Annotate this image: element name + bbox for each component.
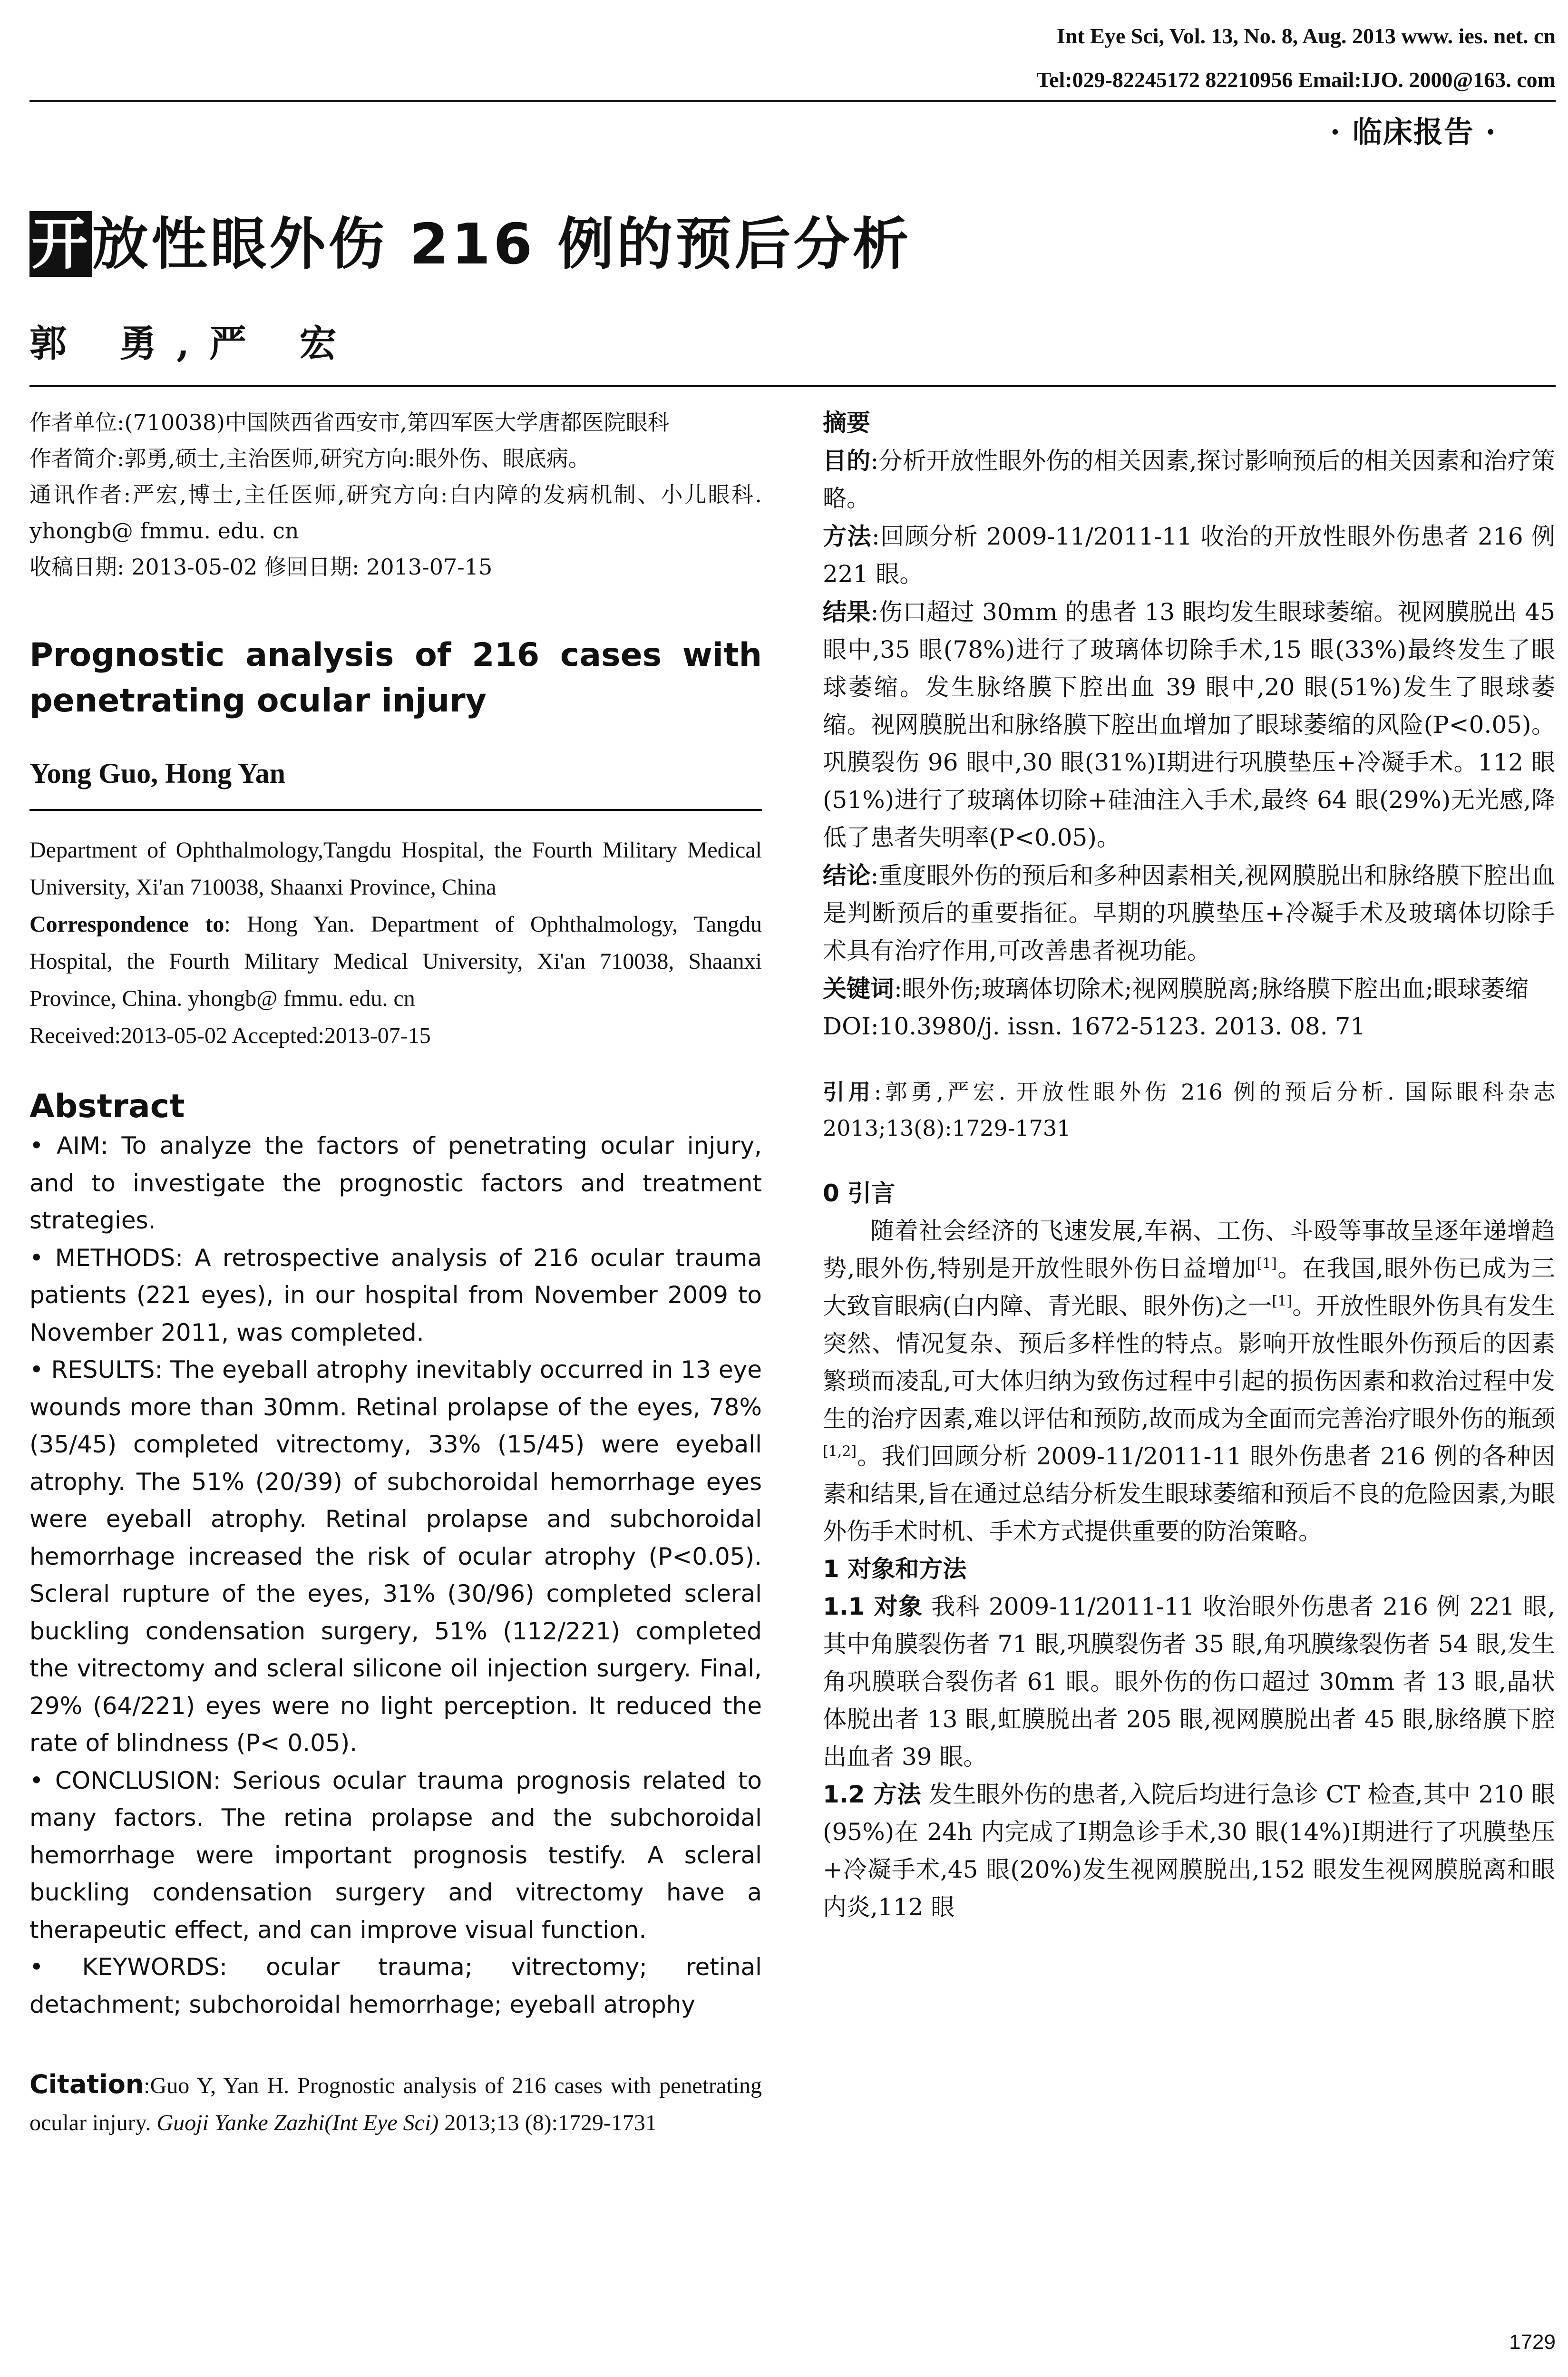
page-number: 1729 bbox=[1509, 2330, 1556, 2354]
header-rule bbox=[29, 100, 1556, 102]
en-received: Received:2013-05-02 Accepted:2013-07-15 bbox=[29, 1023, 431, 1048]
abstract-conclusion: • CONCLUSION: Serious ocular trauma prognosis related to many factors. The retina prolapse and the subchoroidal hemorrhage were important prognosis testify. A scleral buckling condensation surgery and vitrectomy have a therapeutic effect, and can improve visual function. bbox=[29, 1766, 762, 1944]
journal-header-line1: Int Eye Sci, Vol. 13, No. 8, Aug. 2013 www. ies. net. cn bbox=[1056, 24, 1556, 48]
abstract-cn-methods-text: :回顾分析 2009-11/2011-11 收治的开放性眼外伤患者 216 例 221 眼。 bbox=[823, 523, 1555, 588]
abstract-methods: • METHODS: A retrospective analysis of 216 ocular trauma patients (221 eyes), in our hospital from November 2009 to November 2011, was completed. bbox=[29, 1244, 762, 1346]
abstract-heading: Abstract bbox=[29, 1088, 185, 1125]
section-1-1 bbox=[823, 1588, 1555, 1776]
affil-unit: 作者单位:(710038)中国陕西省西安市,第四军医大学唐都医院眼科 bbox=[29, 409, 670, 435]
citation-cn-text: :郭勇,严宏. 开放性眼外伤 216 例的预后分析. 国际眼科杂志 2013;13(8):1729-1731 bbox=[823, 1079, 1556, 1141]
english-authors: Yong Guo, Hong Yan bbox=[29, 758, 285, 789]
affil-rule bbox=[29, 809, 762, 811]
affiliation-cn bbox=[29, 404, 762, 585]
abstract-keywords: • KEYWORDS: ocular trauma; vitrectomy; retinal detachment; subchoroidal hemorrhage; eyeball atrophy bbox=[29, 1953, 762, 2018]
abstract-cn-methods bbox=[823, 517, 1555, 593]
en-dept: Department of Ophthalmology,Tangdu Hospital, the Fourth Military Medical University, Xi'an 710038, Shaanxi Province, China bbox=[29, 838, 762, 900]
abstract-cn-conclusion bbox=[823, 857, 1555, 970]
title-first-char: 开 bbox=[29, 211, 92, 277]
doi: DOI:10.3980/j. issn. 1672-5123. 2013. 08. 71 bbox=[823, 1013, 1366, 1040]
s0-text-4: 。我们回顾分析 2009-11/2011-11 眼外伤患者 216 例的各种因素和结果,旨在通过总结分析发生眼球萎缩和预后不良的危险因素,为眼外伤手术时机、手术方式提供重要的防治策略。 bbox=[823, 1442, 1555, 1545]
abstract-cn-conclusion-text: :重度眼外伤的预后和多种因素相关,视网膜脱出和脉络膜下腔出血是判断预后的重要指征。早期的巩膜垫压+冷凝手术及玻璃体切除手术具有治疗作用,可改善患者视功能。 bbox=[823, 862, 1555, 964]
abstract-cn-methods-label: 方法 bbox=[823, 522, 872, 550]
s12-text: 发生眼外伤的患者,入院后均进行急诊 CT 检查,其中 210 眼(95%)在 24h 内完成了Ⅰ期急诊手术,30 眼(14%)Ⅰ期进行了巩膜垫压+冷凝手术,45 眼(20%)发生视网膜脱出,152 眼发生视网膜脱离和眼内炎,112 眼 bbox=[823, 1781, 1556, 1921]
english-affiliation bbox=[29, 832, 762, 1054]
citation-en-label: Citation bbox=[29, 2069, 144, 2099]
en-corr-text: : Hong Yan. Department of Ophthalmology, Tangdu Hospital, the Fourth Military Medical University, Xi'an 710038, Shaanxi Province, China. yhongb@ fmmu. edu. cn bbox=[29, 912, 762, 1011]
title-rule bbox=[29, 385, 1556, 387]
abstract-en-body bbox=[29, 1127, 762, 2023]
citation-en-journal: Guoji Yanke Zazhi(Int Eye Sci) bbox=[156, 2110, 439, 2135]
section-1-2 bbox=[823, 1776, 1555, 1926]
section-tag: · 临床报告 · bbox=[1330, 115, 1497, 149]
s12-label: 1.2 方法 bbox=[823, 1781, 921, 1808]
left-column bbox=[29, 404, 762, 2142]
s11-label: 1.1 对象 bbox=[823, 1593, 923, 1620]
s11-text: 我科 2009-11/2011-11 收治眼外伤患者 216 例 221 眼,其中角膜裂伤者 71 眼,巩膜裂伤者 35 眼,角巩膜缘裂伤者 54 眼,发生角巩膜联合裂伤者 61 眼。眼外伤的伤口超过 30mm 者 13 眼,晶状体脱出者 13 眼,虹膜脱出者 205 眼,视网膜脱出者 45 眼,脉络膜下腔出血者 39 眼。 bbox=[823, 1593, 1556, 1771]
citation-en-text: :Guo Y, Yan H. Prognostic analysis of 216 cases with penetrating ocular injury. bbox=[29, 2073, 762, 2135]
abstract-cn-aim-text: :分析开放性眼外伤的相关因素,探讨影响预后的相关因素和治疗策略。 bbox=[823, 447, 1555, 512]
abstract-aim: • AIM: To analyze the factors of penetrating ocular injury, and to investigate the prognostic factors and treatment strategies. bbox=[29, 1132, 762, 1234]
abstract-cn-keywords bbox=[823, 970, 1555, 1008]
citation-en-tail: 2013;13 (8):1729-1731 bbox=[438, 2110, 657, 2135]
title-rest: 放性眼外伤 216 例的预后分析 bbox=[92, 211, 912, 277]
right-column bbox=[823, 404, 1555, 1926]
citation-cn bbox=[823, 1074, 1555, 1146]
section-0-heading: 0 引言 bbox=[823, 1179, 896, 1207]
citation-en bbox=[29, 2066, 762, 2142]
abstract-cn-results bbox=[823, 593, 1555, 857]
ref-1[interactable]: [1] bbox=[1256, 1255, 1277, 1272]
section-0-paragraph bbox=[823, 1212, 1555, 1550]
abstract-cn-keywords-text: :眼外伤;玻璃体切除术;视网膜脱离;脉络膜下腔出血;眼球萎缩 bbox=[894, 975, 1529, 1003]
s0-text-2: 。在我国,眼外伤已成为三大致盲眼病(白内障、青光眼、眼外伤)之一 bbox=[823, 1255, 1555, 1320]
journal-header-line2: Tel:029-82245172 82210956 Email:IJO. 2000@163. com bbox=[1036, 68, 1556, 92]
authors-cn: 郭 勇,严 宏 bbox=[29, 322, 357, 365]
abstract-cn-aim bbox=[823, 442, 1555, 517]
affil-author-bio: 作者简介:郭勇,硕士,主治医师,研究方向:眼外伤、眼底病。 bbox=[29, 446, 590, 471]
abstract-cn-keywords-label: 关键词 bbox=[823, 974, 894, 1003]
affil-correspondence: 通讯作者:严宏,博士,主任医师,研究方向:白内障的发病机制、小儿眼科. yhongb@ fmmu. edu. cn bbox=[29, 482, 762, 544]
abstract-cn-aim-label: 目的 bbox=[823, 447, 871, 475]
abstract-cn-conclusion-label: 结论 bbox=[823, 861, 871, 889]
en-correspondence bbox=[29, 906, 762, 1017]
ref-2[interactable]: [1] bbox=[1272, 1293, 1292, 1310]
s0-text-1: 随着社会经济的飞速发展,车祸、工伤、斗殴等事故呈逐年递增趋势,眼外伤,特别是开放性眼外伤日益增加 bbox=[823, 1217, 1555, 1282]
english-title: Prognostic analysis of 216 cases with penetrating ocular injury bbox=[29, 636, 762, 720]
affil-dates: 收稿日期: 2013-05-02 修回日期: 2013-07-15 bbox=[29, 554, 493, 580]
abstract-cn-heading: 摘要 bbox=[823, 409, 870, 437]
citation-cn-label: 引用 bbox=[823, 1079, 874, 1105]
ref-3[interactable]: [1,2] bbox=[823, 1443, 857, 1460]
en-corr-label: Correspondence to bbox=[29, 912, 224, 937]
article-title bbox=[29, 199, 912, 280]
abstract-cn-results-label: 结果 bbox=[823, 598, 871, 626]
s0-text-3: 。开放性眼外伤具有发生突然、情况复杂、预后多样性的特点。影响开放性眼外伤预后的因素繁琐而凌乱,可大体归纳为致伤过程中引起的损伤因素和救治过程中发生的治疗因素,难以评估和预防,故而成为全面而完善治疗眼外伤的瓶颈 bbox=[823, 1292, 1556, 1432]
abstract-results: • RESULTS: The eyeball atrophy inevitably occurred in 13 eye wounds more than 30mm. Retinal prolapse of the eyes, 78% (35/45) completed vitrectomy, 33% (15/45) were eyeball atrophy. The 51% (20/39) of subchoroidal hemorrhage eyes were eyeball atrophy. Retinal prolapse and subchoroidal hemorrhage increased the risk of ocular atrophy (P<0.05). Scleral rupture of the eyes, 31% (30/96) completed scleral buckling condensation surgery, 51% (112/221) completed the vitrectomy and scleral silicone oil injection surgery. Final, 29% (64/221) eyes were no light perception. It reduced the rate of blindness (P< 0.05). bbox=[29, 1356, 762, 1757]
section-1-heading: 1 对象和方法 bbox=[823, 1555, 967, 1583]
abstract-cn-results-text: :伤口超过 30mm 的患者 13 眼均发生眼球萎缩。视网膜脱出 45 眼中,35 眼(78%)进行了玻璃体切除手术,15 眼(33%)最终发生了眼球萎缩。发生脉络膜下腔出血 39 眼中,20 眼(51%)发生了眼球萎缩。视网膜脱出和脉络膜下腔出血增加了眼球萎缩的风险(P<0.05)。巩膜裂伤 96 眼中,30 眼(31%)Ⅰ期进行巩膜垫压+冷凝手术。112 眼(51%)进行了玻璃体切除+硅油注入手术,最终 64 眼(29%)无光感,降低了患者失明率(P<0.05)。 bbox=[823, 598, 1556, 851]
